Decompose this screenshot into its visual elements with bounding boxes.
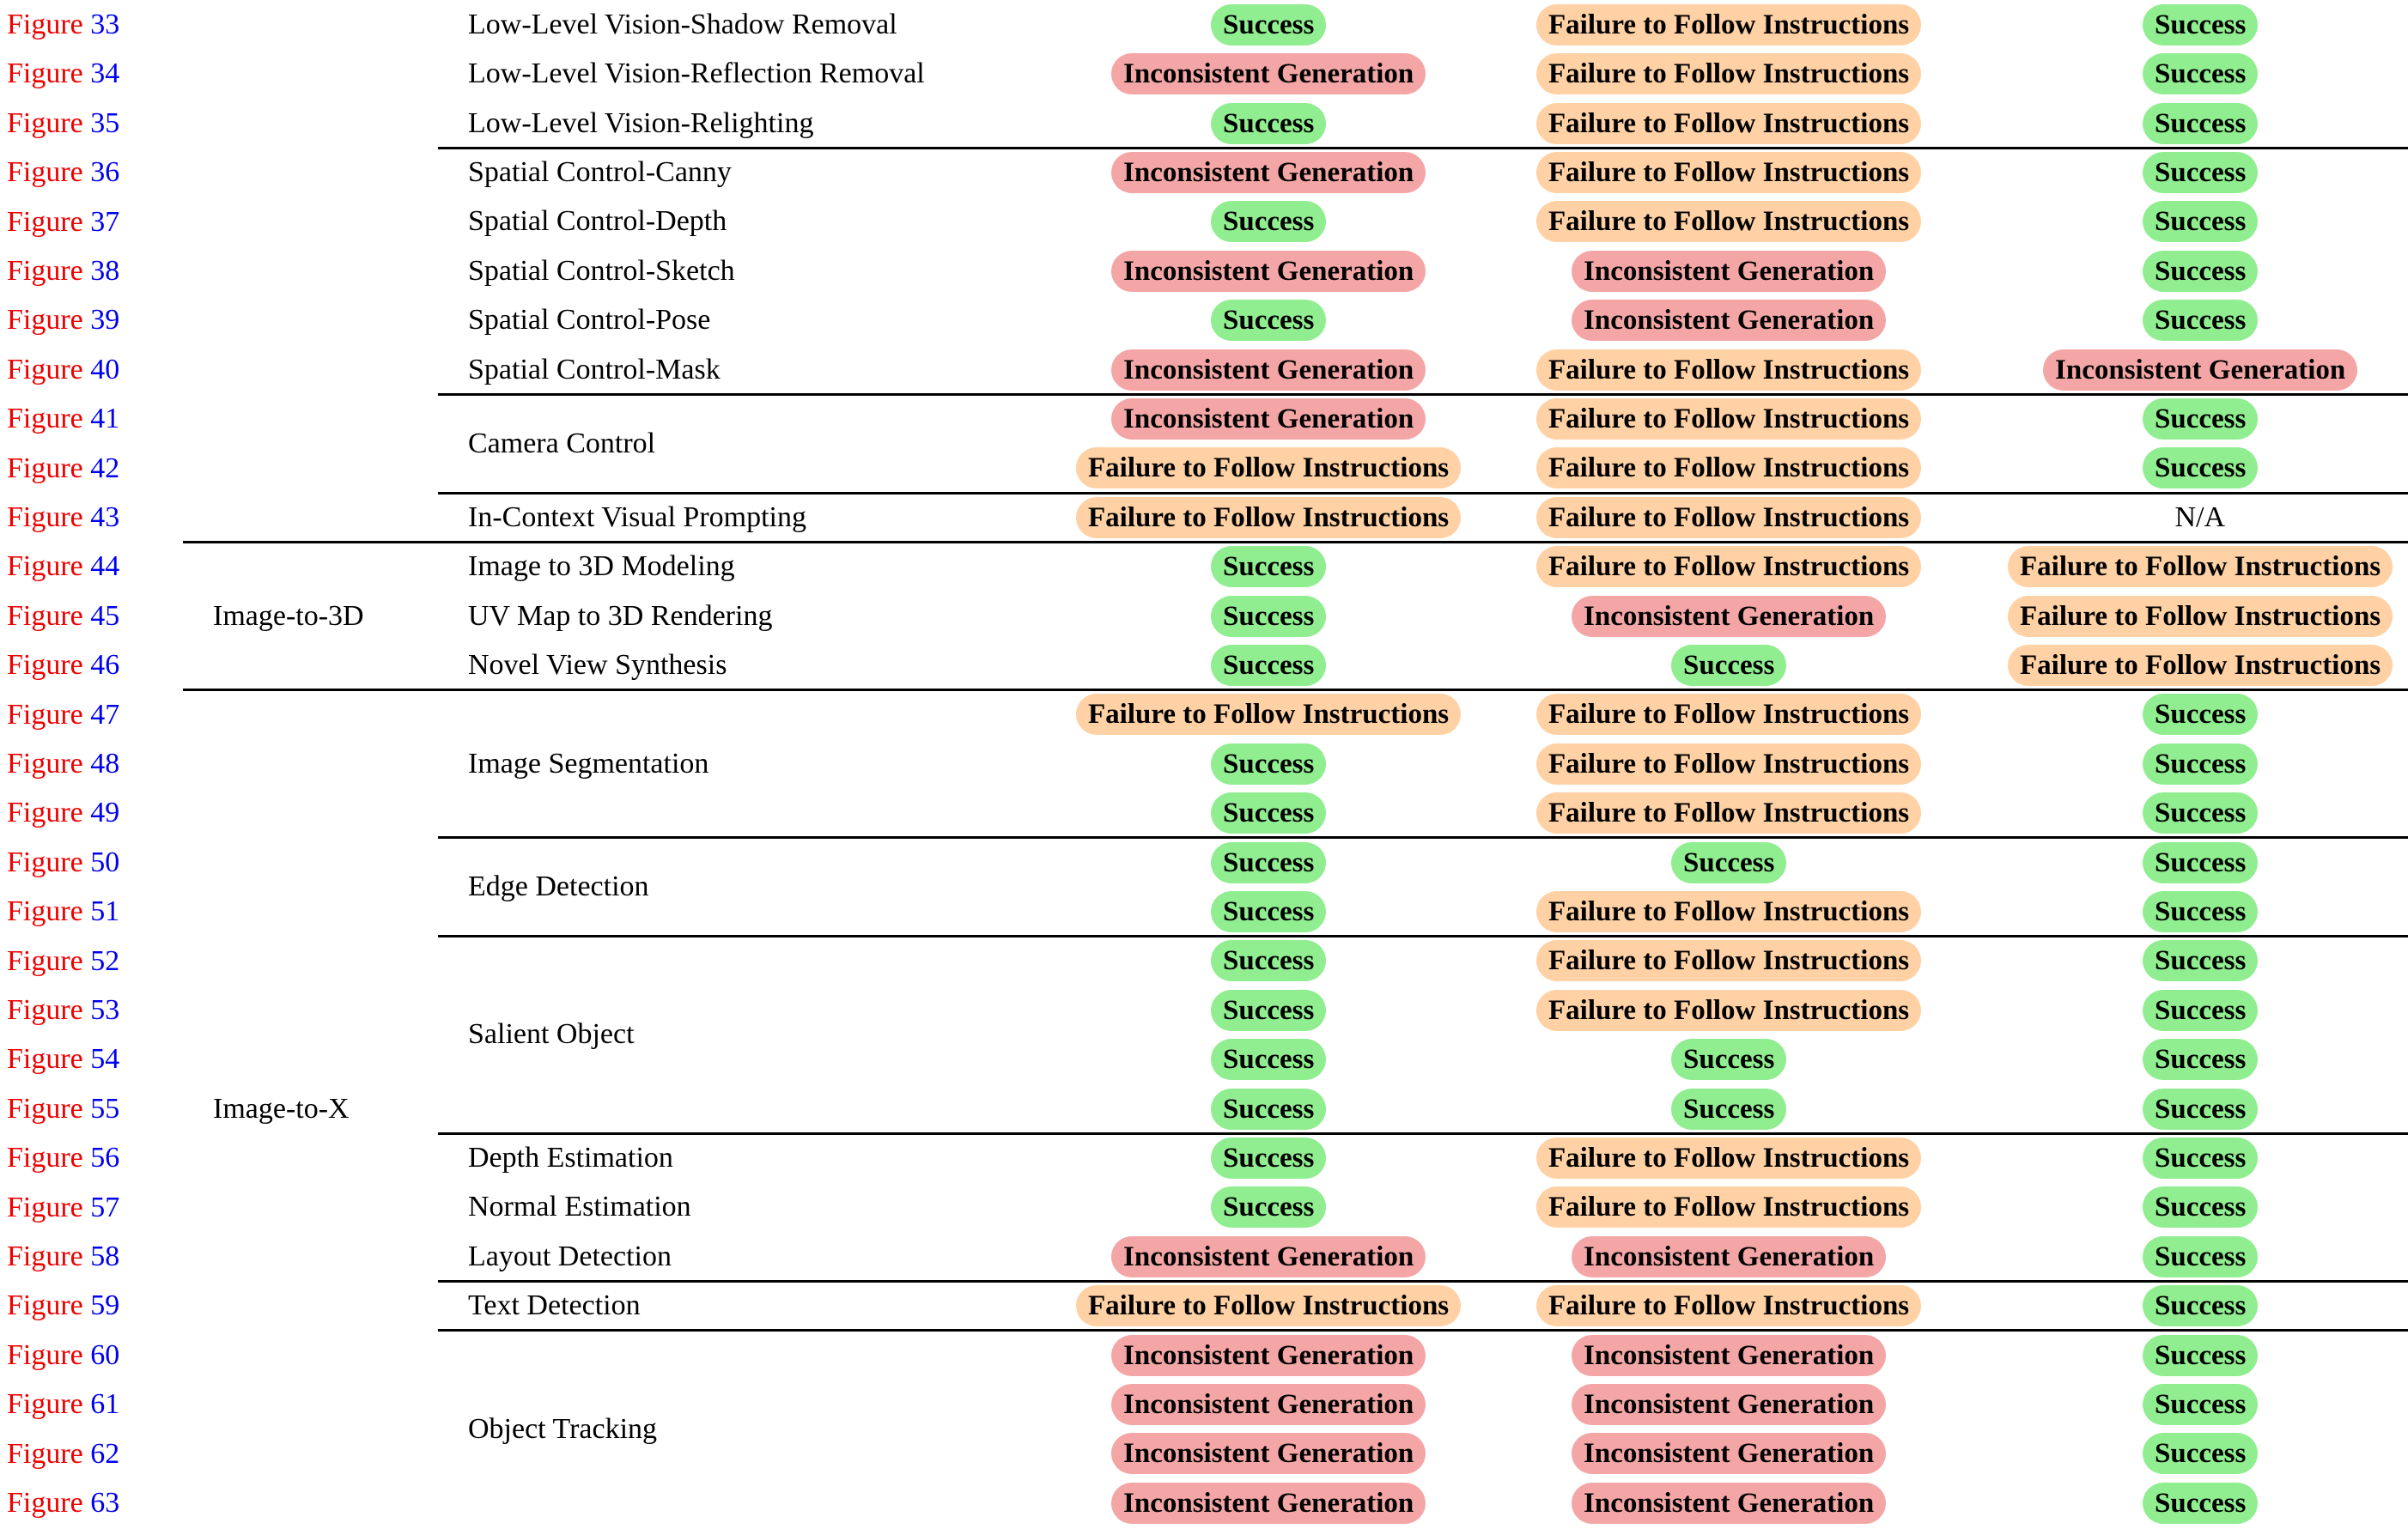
- inconsistent-badge: Inconsistent Generation: [2043, 349, 2357, 391]
- figure-ref-word: Figure: [7, 9, 83, 40]
- success-badge: Success: [1211, 201, 1326, 242]
- figure-ref[interactable]: [7, 0, 119, 49]
- success-badge: Success: [2143, 1285, 2258, 1326]
- failure-badge: Failure to Follow Instructions: [1536, 546, 1921, 587]
- figure-ref-number: 50: [90, 846, 120, 878]
- failure-badge: Failure to Follow Instructions: [2008, 645, 2393, 686]
- task-label: Depth Estimation: [468, 1141, 673, 1174]
- success-badge: Success: [2143, 1236, 2258, 1277]
- figure-ref-word: Figure: [7, 1241, 83, 1272]
- figure-ref[interactable]: [7, 246, 119, 295]
- figure-ref-number: 47: [90, 698, 120, 731]
- task-label: Camera Control: [468, 427, 656, 459]
- figure-ref-number: 52: [90, 944, 120, 977]
- success-badge: Success: [2143, 1186, 2258, 1228]
- figure-ref-word: Figure: [7, 156, 83, 189]
- inconsistent-badge: Inconsistent Generation: [1572, 1433, 1886, 1474]
- success-badge: Success: [2143, 1483, 2258, 1524]
- figure-ref-number: 33: [90, 9, 120, 40]
- inconsistent-badge: Inconsistent Generation: [1572, 596, 1886, 637]
- figure-ref-word: Figure: [7, 1437, 83, 1470]
- success-badge: Success: [2143, 300, 2258, 341]
- success-badge: Success: [1211, 645, 1326, 686]
- figure-ref-word: Figure: [7, 255, 83, 287]
- success-badge: Success: [2143, 398, 2258, 440]
- failure-badge: Failure to Follow Instructions: [1536, 1138, 1921, 1179]
- group-divider: [438, 836, 2408, 839]
- task-label: Spatial Control-Mask: [468, 353, 721, 385]
- success-badge: Success: [2143, 1089, 2258, 1130]
- figure-ref[interactable]: [7, 197, 119, 246]
- inconsistent-badge: Inconsistent Generation: [1111, 349, 1426, 391]
- success-badge: Success: [1211, 546, 1326, 587]
- figure-ref-word: Figure: [7, 58, 83, 90]
- figure-ref[interactable]: [7, 1380, 119, 1429]
- failure-badge: Failure to Follow Instructions: [2008, 546, 2393, 587]
- success-badge: Success: [2143, 1384, 2258, 1425]
- figure-ref-word: Figure: [7, 748, 83, 780]
- success-badge: Success: [1211, 1089, 1326, 1130]
- task-label: Text Detection: [468, 1289, 641, 1322]
- success-badge: Success: [1211, 990, 1326, 1031]
- figure-ref-word: Figure: [7, 452, 83, 484]
- figure-ref-word: Figure: [7, 403, 83, 435]
- figure-ref-word: Figure: [7, 649, 83, 682]
- figure-ref[interactable]: [7, 1281, 119, 1330]
- failure-badge: Failure to Follow Instructions: [1536, 1186, 1921, 1228]
- success-badge: Success: [1211, 842, 1326, 883]
- figure-ref-word: Figure: [7, 599, 83, 632]
- failure-badge: Failure to Follow Instructions: [1536, 103, 1921, 144]
- success-badge: Success: [2143, 1039, 2258, 1080]
- success-badge: Success: [2143, 152, 2258, 193]
- success-badge: Success: [2143, 1433, 2258, 1474]
- inconsistent-badge: Inconsistent Generation: [1111, 1236, 1426, 1277]
- figure-ref[interactable]: [7, 1232, 119, 1281]
- figure-ref[interactable]: [7, 493, 119, 542]
- figure-ref[interactable]: [7, 838, 119, 887]
- figure-ref-number: 39: [90, 304, 120, 337]
- success-badge: Success: [2143, 694, 2258, 735]
- success-badge: Success: [1211, 1138, 1326, 1179]
- success-badge: Success: [2143, 990, 2258, 1031]
- inconsistent-badge: Inconsistent Generation: [1111, 398, 1426, 440]
- figure-ref-word: Figure: [7, 1289, 83, 1322]
- figure-ref[interactable]: [7, 986, 119, 1034]
- figure-ref[interactable]: [7, 295, 119, 344]
- failure-badge: Failure to Follow Instructions: [1536, 398, 1921, 440]
- success-badge: Success: [1211, 891, 1326, 932]
- figure-ref-number: 55: [90, 1092, 120, 1125]
- group-divider: [438, 492, 2408, 494]
- success-badge: Success: [1211, 103, 1326, 144]
- task-label: Spatial Control-Pose: [468, 304, 711, 337]
- inconsistent-badge: Inconsistent Generation: [1111, 1335, 1426, 1376]
- figure-ref-number: 59: [90, 1289, 120, 1322]
- success-badge: Success: [2143, 842, 2258, 883]
- task-label: In-Context Visual Prompting: [468, 501, 806, 533]
- task-label: Salient Object: [468, 1018, 635, 1051]
- figure-ref[interactable]: [7, 148, 119, 197]
- success-badge: Success: [1211, 940, 1326, 981]
- figure-ref[interactable]: [7, 542, 119, 591]
- figure-ref-number: 34: [90, 58, 120, 90]
- inconsistent-badge: Inconsistent Generation: [1111, 1433, 1426, 1474]
- success-badge: Success: [1671, 1089, 1786, 1130]
- figure-ref-number: 40: [90, 353, 120, 385]
- failure-badge: Failure to Follow Instructions: [1536, 4, 1921, 46]
- success-badge: Success: [2143, 103, 2258, 144]
- task-label: Spatial Control-Sketch: [468, 254, 735, 287]
- failure-badge: Failure to Follow Instructions: [1076, 497, 1461, 538]
- success-badge: Success: [2143, 201, 2258, 242]
- figure-ref-number: 56: [90, 1142, 120, 1174]
- figure-ref[interactable]: [7, 1133, 119, 1182]
- figure-ref[interactable]: [7, 887, 119, 936]
- figure-ref-word: Figure: [7, 846, 83, 878]
- success-badge: Success: [2143, 251, 2258, 292]
- figure-ref-number: 36: [90, 156, 120, 189]
- figure-ref[interactable]: [7, 444, 119, 493]
- figure-ref-number: 48: [90, 748, 120, 780]
- task-label: Novel View Synthesis: [468, 648, 727, 681]
- failure-badge: Failure to Follow Instructions: [1536, 152, 1921, 193]
- figure-ref-number: 61: [90, 1388, 120, 1421]
- figure-ref-number: 44: [90, 550, 120, 583]
- task-label: Spatial Control-Canny: [468, 155, 732, 188]
- figure-ref-number: 53: [90, 994, 120, 1026]
- task-label: Low-Level Vision-Shadow Removal: [468, 8, 897, 40]
- success-badge: Success: [2143, 1335, 2258, 1376]
- success-badge: Success: [1211, 1186, 1326, 1228]
- figure-ref[interactable]: [7, 1183, 119, 1232]
- figure-ref-word: Figure: [7, 797, 83, 829]
- figure-ref-word: Figure: [7, 1142, 83, 1174]
- figure-ref-word: Figure: [7, 944, 83, 977]
- figure-ref-word: Figure: [7, 1092, 83, 1125]
- task-label: Image Segmentation: [468, 747, 709, 780]
- failure-badge: Failure to Follow Instructions: [1536, 1285, 1921, 1326]
- inconsistent-badge: Inconsistent Generation: [1572, 1384, 1886, 1425]
- figure-ref[interactable]: [7, 937, 119, 986]
- failure-badge: Failure to Follow Instructions: [1536, 792, 1921, 834]
- figure-ref-number: 35: [90, 106, 120, 139]
- task-label: Edge Detection: [468, 871, 649, 903]
- figure-ref-word: Figure: [7, 550, 83, 583]
- figure-ref[interactable]: [7, 1084, 119, 1133]
- figure-ref[interactable]: [7, 690, 119, 739]
- group-divider: [438, 147, 2408, 149]
- failure-badge: Failure to Follow Instructions: [1536, 349, 1921, 391]
- success-badge: Success: [1211, 4, 1326, 46]
- task-label: Low-Level Vision-Reflection Removal: [468, 58, 925, 90]
- figure-ref[interactable]: [7, 1034, 119, 1083]
- figure-ref-word: Figure: [7, 1338, 83, 1371]
- success-badge: Success: [2143, 447, 2258, 488]
- success-badge: Success: [2143, 4, 2258, 46]
- figure-ref[interactable]: [7, 345, 119, 394]
- failure-badge: Failure to Follow Instructions: [1536, 447, 1921, 488]
- na-value: N/A: [2174, 501, 2226, 533]
- figure-ref-word: Figure: [7, 1388, 83, 1421]
- failure-badge: Failure to Follow Instructions: [1076, 1285, 1461, 1326]
- figure-ref-number: 57: [90, 1191, 120, 1223]
- figure-ref-word: Figure: [7, 994, 83, 1026]
- task-label: Layout Detection: [468, 1240, 672, 1272]
- inconsistent-badge: Inconsistent Generation: [1572, 1335, 1886, 1376]
- group-divider: [438, 935, 2408, 937]
- success-badge: Success: [1211, 743, 1326, 785]
- figure-ref[interactable]: [7, 49, 119, 98]
- inconsistent-badge: Inconsistent Generation: [1111, 1384, 1426, 1425]
- success-badge: Success: [2143, 53, 2258, 94]
- failure-badge: Failure to Follow Instructions: [1536, 743, 1921, 785]
- success-badge: Success: [1211, 792, 1326, 834]
- figure-ref-number: 43: [90, 501, 120, 533]
- figure-ref-word: Figure: [7, 698, 83, 731]
- success-badge: Success: [2143, 940, 2258, 981]
- failure-badge: Failure to Follow Instructions: [1536, 940, 1921, 981]
- figure-ref-word: Figure: [7, 353, 83, 385]
- failure-badge: Failure to Follow Instructions: [2008, 596, 2393, 637]
- figure-ref-word: Figure: [7, 304, 83, 337]
- section-divider: [183, 541, 2408, 543]
- group-divider: [438, 393, 2408, 396]
- figure-ref[interactable]: [7, 1429, 119, 1478]
- success-badge: Success: [1211, 300, 1326, 341]
- success-badge: Success: [1671, 842, 1786, 883]
- inconsistent-badge: Inconsistent Generation: [1111, 251, 1426, 292]
- inconsistent-badge: Inconsistent Generation: [1572, 300, 1886, 341]
- inconsistent-badge: Inconsistent Generation: [1111, 152, 1426, 193]
- task-label: Low-Level Vision-Relighting: [468, 106, 814, 139]
- figure-ref-word: Figure: [7, 205, 83, 238]
- inconsistent-badge: Inconsistent Generation: [1572, 251, 1886, 292]
- failure-badge: Failure to Follow Instructions: [1536, 497, 1921, 538]
- failure-badge: Failure to Follow Instructions: [1536, 201, 1921, 242]
- figure-ref-number: 42: [90, 452, 120, 484]
- figure-ref[interactable]: [7, 640, 119, 689]
- success-badge: Success: [2143, 891, 2258, 932]
- section-divider: [183, 689, 2408, 691]
- figure-ref[interactable]: [7, 788, 119, 837]
- task-label: Object Tracking: [468, 1412, 658, 1445]
- category-label: Image-to-X: [213, 1092, 350, 1125]
- inconsistent-badge: Inconsistent Generation: [1572, 1483, 1886, 1524]
- figure-ref-word: Figure: [7, 1043, 83, 1076]
- failure-badge: Failure to Follow Instructions: [1536, 53, 1921, 94]
- category-label: Image-to-3D: [213, 599, 364, 632]
- inconsistent-badge: Inconsistent Generation: [1111, 53, 1426, 94]
- success-badge: Success: [1211, 1039, 1326, 1080]
- inconsistent-badge: Inconsistent Generation: [1572, 1236, 1886, 1277]
- figure-ref-number: 63: [90, 1487, 120, 1519]
- figure-ref[interactable]: [7, 1331, 119, 1380]
- figure-ref[interactable]: [7, 1478, 119, 1527]
- failure-badge: Failure to Follow Instructions: [1536, 891, 1921, 932]
- figure-ref-word: Figure: [7, 106, 83, 139]
- figure-ref-number: 58: [90, 1241, 120, 1272]
- figure-ref-word: Figure: [7, 895, 83, 928]
- figure-ref-number: 45: [90, 599, 120, 632]
- figure-ref[interactable]: [7, 592, 119, 640]
- figure-ref[interactable]: [7, 739, 119, 788]
- group-divider: [438, 1132, 2408, 1135]
- figure-ref-word: Figure: [7, 1487, 83, 1519]
- group-divider: [438, 1329, 2408, 1332]
- figure-ref[interactable]: [7, 99, 119, 148]
- success-badge: Success: [2143, 743, 2258, 785]
- inconsistent-badge: Inconsistent Generation: [1111, 1483, 1426, 1524]
- task-label: Normal Estimation: [468, 1191, 691, 1223]
- group-divider: [438, 1280, 2408, 1283]
- success-badge: Success: [1211, 596, 1326, 637]
- success-badge: Success: [2143, 1138, 2258, 1179]
- figure-ref-number: 37: [90, 205, 120, 238]
- task-label: UV Map to 3D Rendering: [468, 599, 773, 632]
- figure-ref-word: Figure: [7, 1191, 83, 1223]
- figure-ref-word: Figure: [7, 501, 83, 533]
- success-badge: Success: [1671, 1039, 1786, 1080]
- task-label: Spatial Control-Depth: [468, 205, 727, 238]
- success-badge: Success: [1671, 645, 1786, 686]
- figure-ref-number: 38: [90, 255, 120, 287]
- figure-ref-number: 62: [90, 1437, 120, 1470]
- figure-ref-number: 54: [90, 1043, 120, 1076]
- failure-badge: Failure to Follow Instructions: [1076, 694, 1461, 735]
- failure-badge: Failure to Follow Instructions: [1536, 990, 1921, 1031]
- failure-badge: Failure to Follow Instructions: [1076, 447, 1461, 488]
- figure-ref[interactable]: [7, 394, 119, 443]
- figure-ref-number: 60: [90, 1338, 120, 1371]
- failure-badge: Failure to Follow Instructions: [1536, 694, 1921, 735]
- success-badge: Success: [2143, 792, 2258, 834]
- figure-ref-number: 46: [90, 649, 120, 682]
- figure-ref-number: 41: [90, 403, 120, 435]
- figure-ref-number: 51: [90, 895, 120, 928]
- figure-ref-number: 49: [90, 797, 120, 829]
- task-label: Image to 3D Modeling: [468, 550, 735, 583]
